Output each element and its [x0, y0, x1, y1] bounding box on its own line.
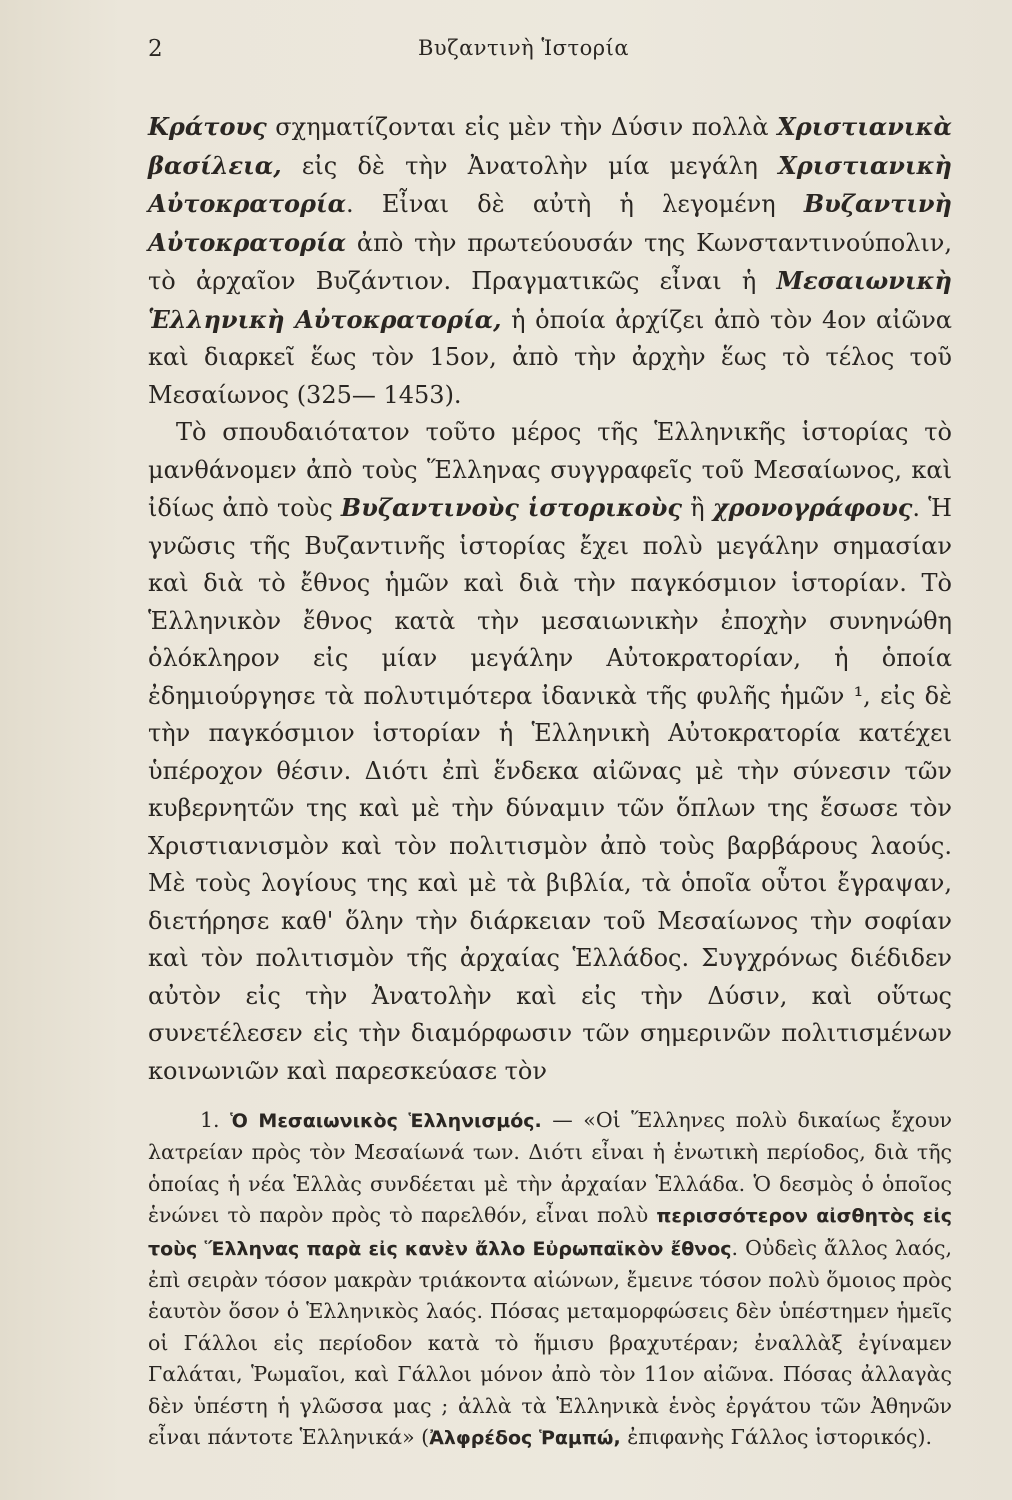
text-run: . Οὐδεὶς ἄλλος λαός, ἐπὶ σειρὰν τόσον μακρὰν τριάκοντα αἰώνων, ἔμεινε τόσον πολὺ ὅμοιος πρὸς ἑαυτὸν ὅσον ὁ Ἑλληνικὸς λαός. Πόσας μεταμορφώσεις δὲν ὑπέστημεν ἡμεῖς οἱ Γάλλοι εἰς περίοδον κατὰ τὸ ἥμισυ βραχυτέραν; ἐναλλὰξ ἐγίναμεν Γαλάται, Ῥωμαῖοι, καὶ Γάλλοι μόνον ἀπὸ τὸν 11ον αἰῶνα. Πόσας ἀλλαγὰς δὲν ὑπέστη ἡ γλῶσσα μας ; ἀλλὰ τὰ Ἑλληνικὰ ἑνὸς ἐργάτου τῶν Ἀθηνῶν εἶναι πάντοτε Ἑλληνικά» (	[148, 1235, 952, 1450]
text-run: . Ἡ γνῶσις τῆς Βυζαντινῆς ἱστορίας ἔχει πολὺ μεγάλην σημασίαν καὶ διὰ τὸ ἔθνος ἡμῶν καὶ διὰ τὴν παγκόσμιον ἱστορίαν. Τὸ Ἑλληνικὸν ἔθνος κατὰ τὴν μεσαιωνικὴν ἐποχὴν συνηνώθη ὁλόκληρον εἰς μίαν μεγάλην Αὐτοκρατορίαν, ἡ ὁποία ἐδημιούργησε τὰ πολυτιμότερα ἰδανικὰ τῆς φυλῆς ἡμῶν ¹, εἰς δὲ τὴν παγκόσμιον ἱστορίαν ἡ Ἑλληνικὴ Αὐτοκρατορία κατέχει ὑπέροχον θέσιν. Διότι ἐπὶ ἕνδεκα αἰῶνας μὲ τὴν σύνεσιν τῶν κυβερνητῶν της καὶ μὲ τὴν δύναμιν τῶν ὅπλων της ἔσωσε τὸν Χριστιανισμὸν καὶ τὸν πολιτισμὸν ἀπὸ τοὺς βαρβάρους λαούς. Μὲ τοὺς λογίους της καὶ μὲ τὰ βιβλία, τὰ ὁποῖα οὗτοι ἔγραψαν, διετήρησε καθ' ὅλην τὴν διάρκειαν τοῦ Μεσαίωνος τὴν σοφίαν καὶ τὸν πολιτισμὸν τῆς ἀρχαίας Ἑλλάδος. Συγχρόνως διέδιδεν αὐτὸν εἰς τὴν Ἀνατολὴν καὶ εἰς τὴν Δύσιν, καὶ οὕτως συνετέλεσεν εἰς τὴν διαμόρφωσιν τῶν σημερινῶν πολιτισμένων κοινωνιῶν καὶ παρεσκεύασε τὸν	[148, 494, 952, 1085]
text-run: ἐπιφανὴς Γάλλος ἱστορικός).	[620, 1425, 932, 1450]
text-run: σχηματίζονται εἰς μὲν τὴν Δύσιν πολλὰ	[266, 113, 778, 141]
emphasis-term: Κράτους	[148, 112, 267, 141]
footnote-number: 1.	[200, 1108, 231, 1132]
emphasis-term: Βυζαντινοὺς ἱστορικοὺς	[340, 493, 683, 522]
text-run: εἰς δὲ τὴν Ἀνατολὴν μία μεγάλη	[281, 151, 779, 180]
emphasis-term: χρονογράφους	[712, 493, 913, 522]
text-run: ἀπὸ τὴν πρωτεύουσάν της Κωνσταντινούπολιν, τὸ ἀρχαῖον Βυζάντιον. Πραγματικῶς εἶναι ἡ	[148, 228, 952, 295]
running-head: Βυζαντινὴ Ἱστορία	[418, 36, 630, 60]
text-run: — «Οἱ Ἕλληνες πολὺ δικαίως ἔχουν λατρείαν πρὸς τὸν Μεσαίωνά των. Διότι εἶναι ἡ ἑνωτικὴ περίοδος, διὰ τῆς ὁποίας ἡ νέα Ἑλλὰς συνδέεται μὲ τὴν ἀρχαίαν Ἑλλάδα. Ὁ δεσμὸς ὁ ὁποῖος ἑνώνει τὸ παρὸν πρὸς τὸ παρελθόν, εἶναι πολὺ	[148, 1108, 952, 1228]
emphasis-term: Μεσαιωνικὴ Ἑλληνικὴ Αὐτοκρατορία,	[148, 266, 952, 334]
emphasis-term: Χριστιανικὰ βασίλεια,	[148, 112, 952, 180]
main-text	[148, 108, 952, 1090]
paragraph-2	[148, 414, 952, 1090]
text-run: ἡ ὁποία ἀρχίζει ἀπὸ τὸν 4ον αἰῶνα καὶ διαρκεῖ ἕως τὸν 15ον, ἀπὸ τὴν ἀρχὴν ἕως τὸ τέλος τοῦ Μεσαίωνος (325— 1453).	[148, 305, 953, 409]
page-header	[148, 28, 952, 72]
footnotes	[148, 1105, 952, 1454]
emphasis-term: Βυζαντινὴ Αὐτοκρατορία	[148, 189, 952, 257]
footnote-emphasis: περισσότερον αἰσθητὸς εἰς τοὺς Ἕλληνας παρὰ εἰς κανὲν ἄλλο Εὐρωπαϊκὸν ἔθνος	[148, 1205, 952, 1260]
text-run: ἢ	[682, 494, 713, 522]
footnote-author: Ἀλφρέδος Ῥαμπώ,	[429, 1427, 621, 1450]
paragraph-1	[148, 108, 952, 414]
text-run: . Εἶναι δὲ αὐτὴ ἡ λεγομένη	[346, 190, 804, 218]
emphasis-term: Χριστιανικὴ Αὐτοκρατορία	[148, 150, 952, 218]
text-run: Τὸ σπουδαιότατον τοῦτο μέρος τῆς Ἑλληνικῆς ἱστορίας τὸ μανθάνομεν ἀπὸ τοὺς Ἕλληνας συγγραφεῖς τοῦ Μεσαίωνος, καὶ ἰδίως ἀπὸ τοὺς	[148, 418, 952, 522]
page-number: 2	[148, 36, 163, 62]
footnote-1	[148, 1105, 952, 1454]
footnote-heading: Ὁ Μεσαιωνικὸς Ἑλληνισμός.	[230, 1110, 542, 1132]
